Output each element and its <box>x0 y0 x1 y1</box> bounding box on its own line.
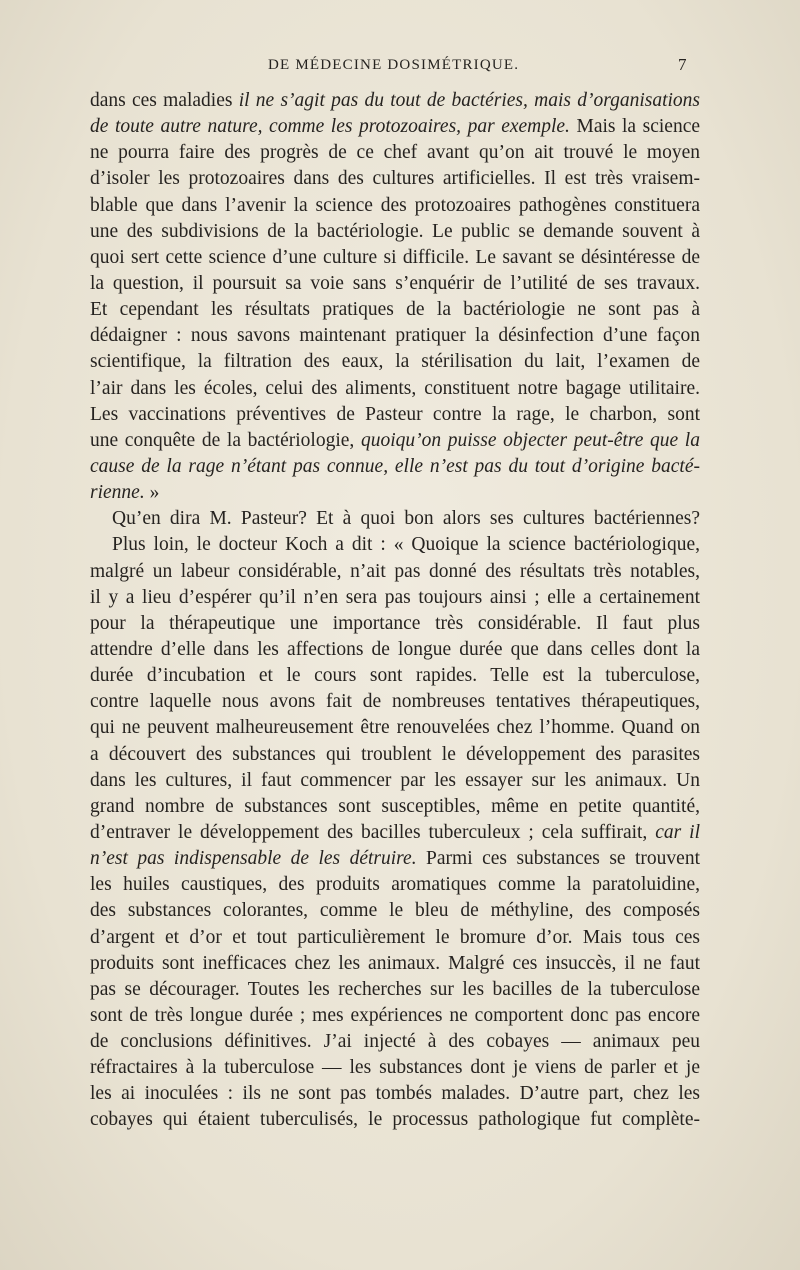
text-line <box>90 480 700 506</box>
text-line <box>90 428 700 454</box>
text-segment: une des subdivisions de la bactériologie. Le public se demande souvent à <box>90 220 700 242</box>
text-segment: les ai inoculées : ils ne sont pas tombés malades. D’autre part, chez les <box>90 1083 700 1105</box>
text-segment: grand nombre de substances sont susceptibles, même en petite quantité, <box>90 795 700 817</box>
text-line <box>90 585 700 611</box>
text-line <box>90 323 700 349</box>
text-segment: scientifique, la filtration des eaux, la stérilisation du lait, l’examen de <box>90 351 700 373</box>
text-line <box>90 1003 700 1029</box>
text-line <box>90 1081 700 1107</box>
text-segment: pour la thérapeutique une importance très considérable. Il faut plus <box>90 612 700 634</box>
text-segment: l’air dans les écoles, celui des aliments, constituent notre bagage utilitaire. <box>90 377 700 399</box>
text-line <box>90 742 700 768</box>
page-header <box>0 55 800 83</box>
text-line <box>90 715 700 741</box>
text-line <box>90 820 700 846</box>
text-line <box>90 846 700 872</box>
text-line <box>90 532 700 558</box>
italic-text-segment: car il <box>655 821 700 843</box>
text-line <box>90 271 700 297</box>
text-segment: attendre d’elle dans les affections de longue durée que dans celles dont la <box>90 638 700 660</box>
text-line <box>90 794 700 820</box>
text-line <box>90 637 700 663</box>
text-segment: d’isoler les protozoaires dans des cultures artificielles. Il est très vraisem- <box>90 168 700 190</box>
text-segment: a découvert des substances qui troublent le développement des parasites <box>90 743 700 765</box>
italic-text-segment: cause de la rage n’étant pas connue, elle n’est pas du tout d’origine bacté- <box>90 455 700 477</box>
text-line <box>90 88 700 114</box>
text-line <box>90 559 700 585</box>
text-segment: Mais la science <box>569 116 700 138</box>
text-segment: ne pourra faire des progrès de ce chef avant qu’on ait trouvé le moyen <box>90 142 700 164</box>
text-line <box>90 376 700 402</box>
text-line <box>90 951 700 977</box>
body-text <box>90 88 700 1134</box>
text-line <box>90 297 700 323</box>
text-segment: quoi sert cette science d’une culture si difficile. Le savant se désintéresse de <box>90 246 700 268</box>
text-line <box>90 506 700 532</box>
text-segment: de conclusions définitives. J’ai injecté à des cobayes — animaux peu <box>90 1031 700 1053</box>
text-segment: les huiles caustiques, des produits aromatiques comme la paratoluidine, <box>90 874 700 896</box>
text-segment: dédaigner : nous savons maintenant pratiquer la désinfection d’une façon <box>90 325 700 347</box>
page-number: 7 <box>678 55 687 74</box>
text-segment: dans ces maladies <box>90 90 239 111</box>
text-line <box>90 925 700 951</box>
text-segment: dans les cultures, il faut commencer par les essayer sur les animaux. Un <box>90 769 700 791</box>
text-line <box>90 977 700 1003</box>
text-line <box>90 245 700 271</box>
italic-text-segment: n’est pas indispensable de les détruire. <box>90 848 417 870</box>
text-line <box>90 663 700 689</box>
text-segment: d’argent et d’or et tout particulièrement le bromure d’or. Mais tous ces <box>90 926 700 948</box>
text-segment: la question, il poursuit sa voie sans s’enquérir de l’utilité de ses travaux. <box>90 272 700 294</box>
text-line <box>90 140 700 166</box>
text-segment: cobayes qui étaient tuberculisés, le processus pathologique fut complète- <box>90 1109 700 1131</box>
text-segment: Les vaccinations préventives de Pasteur contre la rage, le charbon, sont <box>90 403 700 425</box>
text-line <box>90 166 700 192</box>
text-segment: durée d’incubation et le cours sont rapides. Telle est la tuberculose, <box>90 665 700 687</box>
running-head: DE MÉDECINE DOSIMÉTRIQUE. <box>268 57 520 73</box>
text-segment: sont de très longue durée ; mes expériences ne comportent donc pas encore <box>90 1004 700 1026</box>
text-segment: il y a lieu d’espérer qu’il n’en sera pas toujours ainsi ; elle a certainement <box>90 586 700 608</box>
text-line <box>90 219 700 245</box>
text-line <box>90 114 700 140</box>
text-segment: contre laquelle nous avons fait de nombreuses tentatives thérapeutiques, <box>90 691 700 713</box>
text-line <box>90 872 700 898</box>
text-segment: Parmi ces substances se trouvent <box>416 848 701 870</box>
text-line <box>90 1107 700 1133</box>
italic-text-segment: de toute autre nature, comme les protozoaires, par exemple. <box>90 116 570 138</box>
text-segment: malgré un labeur considérable, n’ait pas donné des résultats très notables, <box>90 560 700 582</box>
text-segment: d’entraver le développement des bacilles tuberculeux ; cela suffirait, <box>90 821 656 843</box>
text-segment: produits sont inefficaces chez les animaux. Malgré ces insuccès, il ne faut <box>90 952 700 974</box>
text-segment: une conquête de la bactériologie, <box>90 429 361 451</box>
text-segment: Qu’en dira M. Pasteur? Et à quoi bon alors ses cultures bactériennes? <box>112 508 700 530</box>
text-line <box>90 402 700 428</box>
italic-text-segment: rienne. <box>90 482 145 504</box>
text-segment: Et cependant les résultats pratiques de la bactériologie ne sont pas à <box>90 299 700 321</box>
text-segment: qui ne peuvent malheureusement être renouvelées chez l’homme. Quand on <box>90 717 700 739</box>
text-line <box>90 1029 700 1055</box>
text-line <box>90 898 700 924</box>
text-segment: des substances colorantes, comme le bleu de méthyline, des composés <box>90 900 700 922</box>
text-segment: réfractaires à la tuberculose — les substances dont je viens de parler et je <box>90 1057 700 1079</box>
text-line <box>90 1055 700 1081</box>
text-line <box>90 349 700 375</box>
text-line <box>90 454 700 480</box>
text-line <box>90 193 700 219</box>
text-line <box>90 611 700 637</box>
italic-text-segment: quoiqu’on puisse objecter peut-être que la <box>360 429 700 451</box>
text-segment: Plus loin, le docteur Koch a dit : « Quoique la science bactériologique, <box>112 534 700 556</box>
text-segment: » <box>144 482 160 504</box>
text-segment: pas se décourager. Toutes les recherches sur les bacilles de la tuberculose <box>90 978 700 1000</box>
italic-text-segment: il ne s’agit pas du tout de bactéries, mais d’organisations <box>238 90 700 111</box>
text-line <box>90 768 700 794</box>
text-line <box>90 689 700 715</box>
text-segment: blable que dans l’avenir la science des protozoaires pathogènes constituera <box>90 194 700 216</box>
